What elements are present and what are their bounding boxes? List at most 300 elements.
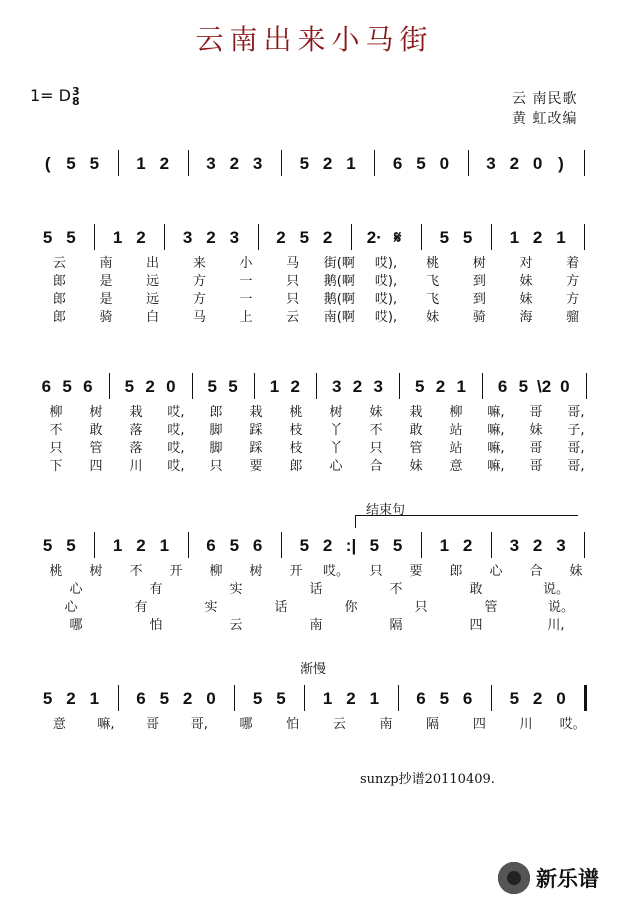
lyric-word: 方	[192, 292, 206, 307]
lyric-word: 只	[209, 459, 223, 474]
lyric-word: 有	[134, 600, 148, 615]
note: 5	[66, 228, 76, 247]
note: 3	[252, 154, 263, 173]
note: 5	[414, 377, 425, 396]
note: 5	[439, 689, 450, 708]
note: 2	[145, 377, 155, 396]
lyric-word: 只	[369, 564, 383, 579]
lyric-word: 实	[229, 582, 243, 597]
lyric-word: 只	[414, 600, 428, 615]
bar-line	[281, 150, 282, 176]
note: 2	[159, 154, 170, 173]
lyric-word: 哥,	[567, 459, 585, 474]
lyric-word: 敢	[409, 423, 423, 438]
bar-line	[94, 532, 95, 558]
note: 2	[462, 536, 473, 555]
lyric-word: 一	[239, 292, 253, 307]
note: 5	[66, 154, 76, 173]
lyric-word: 白	[146, 310, 160, 325]
lyric-word: 站	[449, 441, 463, 456]
lyric-word: 哥	[529, 405, 543, 420]
note: 5	[42, 689, 53, 708]
lyric-word: 落	[129, 423, 143, 438]
lyric-word: 开	[289, 564, 303, 579]
lyric-word: 只	[369, 441, 383, 456]
system-4	[28, 683, 600, 731]
note: 2	[182, 689, 193, 708]
lyric-word: 脚	[209, 441, 223, 456]
lyric-word: 南(啊	[323, 310, 355, 325]
lyric-word: 是	[99, 292, 113, 307]
note: 5	[299, 536, 310, 555]
bar-line	[258, 224, 259, 250]
song-title: 云南出来小马街	[195, 23, 434, 56]
note: 5	[416, 154, 426, 173]
lyric-word: 心	[329, 459, 343, 474]
note: (	[44, 154, 51, 173]
lyric-word: 远	[146, 274, 160, 289]
lyric-word: 有	[149, 582, 163, 597]
note: 5	[518, 377, 529, 396]
lyric-word: 你	[344, 600, 358, 615]
bar-line	[399, 373, 400, 399]
note: 6	[392, 154, 403, 173]
lyric-word: 郎	[52, 292, 66, 307]
bar-line	[94, 224, 95, 250]
lyric-word: 海	[519, 310, 533, 325]
lyric-word: 心	[64, 600, 78, 615]
lyric-word: 小	[239, 256, 253, 271]
system-3	[28, 530, 600, 632]
lyric-word: 哎。	[322, 564, 350, 579]
note: 0	[556, 689, 566, 708]
lyric-word: 落	[129, 441, 143, 456]
lyric-word: 隔	[426, 717, 440, 732]
notes-row	[28, 683, 600, 713]
bar-line	[468, 150, 469, 176]
note: 5	[124, 377, 135, 396]
note: 2	[532, 228, 543, 247]
lyric-line	[28, 288, 600, 306]
lyrics-block	[28, 713, 600, 731]
lyric-word: 云	[286, 310, 300, 325]
lyric-word: 街(啊	[323, 256, 355, 271]
lyric-word: 柳	[49, 405, 63, 420]
lyric-word: 妹	[519, 292, 533, 307]
lyric-line	[28, 596, 600, 614]
lyric-word: 开	[169, 564, 183, 579]
note: 2	[532, 536, 543, 555]
lyric-word: 哥	[529, 441, 543, 456]
note: 5	[369, 536, 380, 555]
lyric-word: 踩	[249, 441, 263, 456]
credit-origin: 云 南民歌	[512, 91, 578, 107]
note: 5	[439, 228, 450, 247]
record-disc-icon	[498, 862, 530, 894]
lyric-word: 方	[566, 292, 580, 307]
lyric-word: 郎	[289, 459, 303, 474]
bar-line	[188, 150, 189, 176]
lyric-word: 对	[519, 256, 533, 271]
lyric-word: 云	[229, 618, 243, 633]
lyric-line	[28, 437, 600, 455]
lyric-word: 川	[129, 459, 143, 474]
note: 0	[560, 377, 570, 396]
lyric-line	[28, 455, 600, 473]
note: 5	[252, 689, 263, 708]
bar-line	[584, 532, 585, 558]
note: 5	[229, 536, 240, 555]
lyric-word: 骑	[99, 310, 113, 325]
note: 2	[229, 154, 240, 173]
bar-line	[586, 373, 587, 399]
note: 1	[322, 689, 333, 708]
lyric-word: 柳	[449, 405, 463, 420]
bar-line	[491, 685, 492, 711]
time-numerator: 3	[72, 84, 80, 98]
note: 6	[206, 536, 216, 555]
lyric-word: 哪	[239, 717, 253, 732]
lyric-word: 嘛,	[487, 423, 505, 438]
bar-line	[192, 373, 193, 399]
note: 5	[62, 377, 72, 396]
lyric-word: 上	[239, 310, 253, 325]
note: 2	[136, 536, 146, 555]
lyric-word: 川,	[547, 618, 565, 633]
lyric-word: 实	[204, 600, 218, 615]
bar-line	[584, 224, 585, 250]
note: 1	[136, 154, 146, 173]
lyric-word: 郎	[209, 405, 223, 420]
lyric-word: 哎),	[374, 274, 398, 289]
lyric-word: 嘛,	[487, 459, 505, 474]
lyric-word: 哥,	[567, 405, 585, 420]
note: 6	[416, 689, 426, 708]
note: 5	[159, 689, 170, 708]
bar-line	[491, 224, 492, 250]
system-2	[28, 371, 600, 473]
lyrics-block	[28, 401, 600, 473]
lyric-word: 出	[146, 256, 160, 271]
lyric-word: 树	[89, 405, 103, 420]
lyric-word: 管	[484, 600, 498, 615]
note: 0	[206, 689, 216, 708]
note: 3	[556, 536, 566, 555]
note: 2	[66, 689, 76, 708]
lyric-word: 话	[274, 600, 288, 615]
bar-line	[234, 685, 235, 711]
note: 5	[462, 228, 473, 247]
intro-notes	[28, 148, 600, 178]
intro-line	[28, 148, 600, 178]
lyric-word: 哪	[69, 618, 83, 633]
bar-line	[254, 373, 255, 399]
lyric-word: 云	[52, 256, 66, 271]
lyric-word: 桃	[289, 405, 303, 420]
lyric-word: 隔	[389, 618, 403, 633]
lyric-word: 马	[192, 310, 206, 325]
lyric-word: 哎),	[374, 256, 398, 271]
lyric-word: 妹	[519, 274, 533, 289]
note: 3	[509, 536, 520, 555]
note: 2	[346, 689, 356, 708]
note: 2	[352, 377, 363, 396]
system-1	[28, 222, 600, 324]
note: 1	[346, 154, 356, 173]
bar-line	[118, 685, 119, 711]
note: 5	[276, 689, 286, 708]
bar-line	[374, 150, 375, 176]
lyric-word: 意	[449, 459, 463, 474]
lyric-word: 妹	[529, 423, 543, 438]
note: :|	[345, 536, 357, 555]
lyric-word: 脚	[209, 423, 223, 438]
note: 1	[456, 377, 466, 396]
bar-line	[482, 373, 483, 399]
lyric-word: 树	[472, 256, 486, 271]
lyric-word: 哥,	[567, 441, 585, 456]
lyric-word: 话	[309, 582, 323, 597]
lyric-word: 枝	[289, 423, 303, 438]
lyric-word: 是	[99, 274, 113, 289]
lyric-word: 郎	[52, 274, 66, 289]
lyric-word: 飞	[426, 274, 440, 289]
lyric-word: 树	[329, 405, 343, 420]
lyric-word: 栽	[129, 405, 143, 420]
note: 5	[509, 689, 520, 708]
lyric-word: 丫	[329, 441, 343, 456]
lyric-line	[28, 713, 600, 731]
note: 6	[83, 377, 93, 396]
bar-line	[584, 150, 585, 176]
note: 2	[322, 536, 333, 555]
lyric-word: 哎,	[167, 459, 185, 474]
note: 2	[322, 228, 333, 247]
lyric-word: 站	[449, 423, 463, 438]
lyric-line	[28, 270, 600, 288]
bar-line	[164, 224, 165, 250]
lyric-word: 意	[52, 717, 66, 732]
lyric-word: 马	[286, 256, 300, 271]
lyric-word: 桃	[49, 564, 63, 579]
lyric-word: 合	[369, 459, 383, 474]
note: 2	[532, 689, 543, 708]
lyric-word: 嘛,	[487, 441, 505, 456]
lyric-word: 四	[472, 717, 486, 732]
bar-line	[316, 373, 317, 399]
transcriber-note: sunzp抄谱20110409.	[360, 772, 495, 787]
note: 5	[228, 377, 238, 396]
note: 2	[136, 228, 146, 247]
lyric-word: 方	[192, 274, 206, 289]
lyric-word: 栽	[249, 405, 263, 420]
notes-row	[28, 222, 600, 252]
lyric-word: 飞	[426, 292, 440, 307]
notes-row	[28, 530, 600, 560]
note: 3	[182, 228, 193, 247]
lyric-line	[28, 614, 600, 632]
lyric-word: 着	[566, 256, 580, 271]
note: 5	[392, 536, 403, 555]
lyric-word: 栽	[409, 405, 423, 420]
lyric-word: 树	[249, 564, 263, 579]
bar-line	[398, 685, 399, 711]
bar-line	[304, 685, 305, 711]
note: 3	[206, 154, 216, 173]
lyric-word: 远	[146, 292, 160, 307]
notes-row	[28, 371, 600, 401]
lyric-word: 心	[69, 582, 83, 597]
lyric-word: 要	[409, 564, 423, 579]
lyric-word: 树	[89, 564, 103, 579]
lyrics-block	[28, 252, 600, 324]
lyric-word: 不	[49, 423, 63, 438]
lyric-word: 云	[332, 717, 346, 732]
bar-line	[491, 532, 492, 558]
lyric-word: 枝	[289, 441, 303, 456]
note: 6	[136, 689, 146, 708]
lyric-word: 管	[409, 441, 423, 456]
note: 5	[299, 228, 310, 247]
note: 3	[332, 377, 342, 396]
note: 5	[299, 154, 310, 173]
lyric-word: 四	[89, 459, 103, 474]
note: 1	[89, 689, 100, 708]
lyric-word: 南	[309, 618, 323, 633]
note: 5	[66, 536, 76, 555]
note: 𝄋	[394, 228, 402, 247]
note: 5	[207, 377, 218, 396]
note: 2	[435, 377, 446, 396]
lyric-word: 敢	[89, 423, 103, 438]
lyric-word: 四	[469, 618, 483, 633]
note: 6	[41, 377, 52, 396]
lyric-word: 嘛,	[97, 717, 115, 732]
lyric-word: 骑	[472, 310, 486, 325]
lyric-word: 不	[389, 582, 403, 597]
lyric-word: 骝	[566, 310, 580, 325]
lyric-word: 只	[286, 274, 300, 289]
tempo-marking: 渐慢	[300, 662, 327, 677]
site-logo[interactable]	[498, 862, 599, 894]
note: \2	[537, 377, 552, 396]
note: 2	[509, 154, 520, 173]
note: 1	[556, 228, 566, 247]
key-signature	[30, 86, 80, 107]
note: 2	[206, 228, 216, 247]
note: 3	[229, 228, 240, 247]
lyric-word: 踩	[249, 423, 263, 438]
lyric-word: 鹅(啊	[323, 274, 355, 289]
lyric-word: 川	[519, 717, 533, 732]
lyric-word: 丫	[329, 423, 343, 438]
bar-line	[109, 373, 110, 399]
lyric-word: 管	[89, 441, 103, 456]
note: 1	[112, 536, 123, 555]
lyric-word: 哥	[146, 717, 160, 732]
note: 1	[269, 377, 280, 396]
bar-line	[421, 224, 422, 250]
note: 1	[112, 228, 123, 247]
lyrics-block	[28, 560, 600, 632]
lyric-word: 柳	[209, 564, 223, 579]
lyric-word: 哎),	[374, 292, 398, 307]
lyric-line	[28, 560, 600, 578]
lyric-word: 到	[472, 274, 486, 289]
lyric-word: 妹	[409, 459, 423, 474]
lyric-word: 郎	[52, 310, 66, 325]
note: 3	[373, 377, 383, 396]
lyric-line	[28, 578, 600, 596]
lyric-word: 嘛,	[487, 405, 505, 420]
ending-label: 结束句	[366, 503, 406, 518]
note: 1	[159, 536, 170, 555]
credit-arranger: 黄 虹改编	[512, 111, 578, 127]
note: 0	[166, 377, 176, 396]
lyric-line	[28, 306, 600, 324]
lyric-word: 到	[472, 292, 486, 307]
time-denominator: 8	[72, 94, 80, 108]
lyric-word: 说。	[542, 582, 570, 597]
note: 5	[42, 536, 53, 555]
note: 3	[486, 154, 496, 173]
lyric-word: 心	[489, 564, 503, 579]
note: 0	[532, 154, 543, 173]
time-signature	[72, 84, 80, 108]
note: 6	[497, 377, 508, 396]
key-label: 1= D	[30, 86, 71, 105]
lyric-word: 下	[49, 459, 63, 474]
lyric-word: 哎。	[559, 717, 586, 732]
lyric-line	[28, 252, 600, 270]
note: 2·	[366, 228, 382, 247]
lyric-word: 鹅(啊	[323, 292, 355, 307]
lyric-word: 哎,	[167, 423, 185, 438]
lyric-line	[28, 419, 600, 437]
note: )	[558, 154, 564, 173]
lyric-word: 要	[249, 459, 263, 474]
lyric-word: 一	[239, 274, 253, 289]
bar-line	[421, 532, 422, 558]
note: 2	[276, 228, 286, 247]
note: 2	[322, 154, 333, 173]
lyric-word: 合	[529, 564, 543, 579]
lyric-word: 妹	[426, 310, 440, 325]
note: 6	[462, 689, 473, 708]
lyric-word: 南	[99, 256, 113, 271]
note: 5	[89, 154, 100, 173]
lyric-word: 桃	[426, 256, 440, 271]
lyric-word: 子,	[567, 423, 585, 438]
lyric-word: 妹	[569, 564, 583, 579]
logo-text: 新乐谱	[536, 867, 599, 891]
lyric-word: 只	[49, 441, 63, 456]
lyric-word: 妹	[369, 405, 383, 420]
note: 6	[252, 536, 263, 555]
final-bar-line	[584, 685, 587, 711]
lyric-word: 哥	[529, 459, 543, 474]
lyric-word: 只	[286, 292, 300, 307]
lyric-word: 哥,	[190, 717, 208, 732]
lyric-word: 郎	[449, 564, 463, 579]
lyric-word: 怕	[286, 717, 300, 732]
bar-line	[351, 224, 352, 250]
note: 1	[369, 689, 380, 708]
note: 0	[439, 154, 450, 173]
lyric-word: 不	[369, 423, 383, 438]
ending-bracket	[355, 503, 578, 528]
lyric-word: 敢	[469, 582, 483, 597]
